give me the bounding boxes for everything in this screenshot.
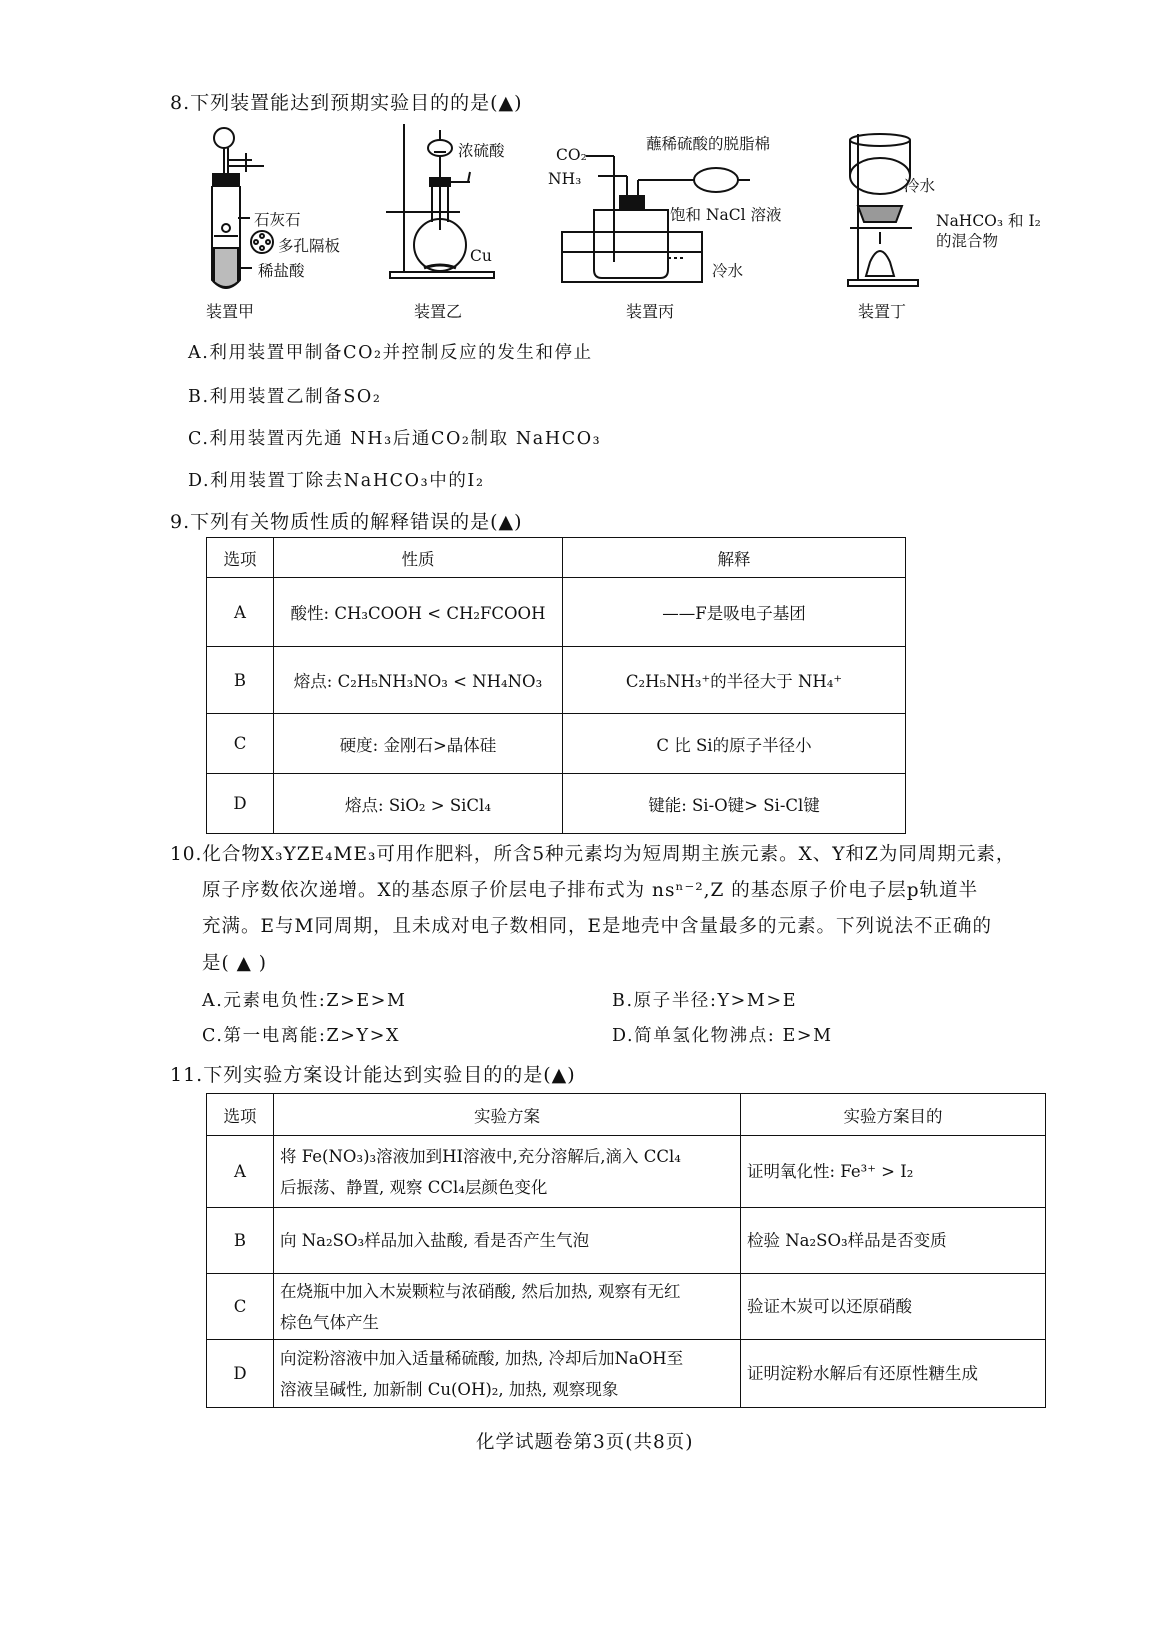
caption-ding: 装置丁: [858, 302, 907, 321]
q8-option-a: A.利用装置甲制备CO₂并控制反应的发生和停止: [188, 343, 593, 363]
q10-option-b: B.原子半径:Y>M>E: [612, 991, 798, 1011]
table-header-row: [207, 1094, 1046, 1136]
table-row: [207, 1274, 1046, 1340]
row-goal: 验证木炭可以还原硝酸: [741, 1274, 1046, 1340]
row-plan: [274, 1340, 741, 1408]
q10-option-d: D.简单氢化物沸点: E>M: [612, 1026, 833, 1046]
row-goal: 证明氧化性: Fe³⁺ > I₂: [741, 1136, 1046, 1208]
label-cotton: 蘸稀硫酸的脱脂棉: [646, 135, 771, 153]
table-row: [207, 647, 906, 714]
q10-option-c: C.第一电离能:Z>Y>X: [202, 1026, 401, 1046]
plan-line: 向淀粉溶液中加入适量稀硫酸, 加热, 冷却后加NaOH至: [280, 1348, 684, 1368]
row-explanation: ——F是吸电子基团: [563, 578, 906, 647]
q9-table: [206, 537, 906, 834]
label-cold-water-ding: 冷水: [904, 177, 936, 195]
plan-line: 后振荡、静置, 观察 CCl₄层颜色变化: [280, 1177, 548, 1197]
row-goal: 证明淀粉水解后有还原性糖生成: [741, 1340, 1046, 1408]
row-key: A: [207, 1136, 274, 1208]
q8-option-d: D.利用装置丁除去NaHCO₃中的I₂: [188, 471, 485, 491]
table-row: [207, 1136, 1046, 1208]
col-header: 选项: [207, 1094, 274, 1136]
plan-line: 向 Na₂SO₃样品加入盐酸, 看是否产生气泡: [280, 1231, 590, 1250]
row-key: A: [207, 578, 274, 647]
caption-bing: 装置丙: [626, 302, 675, 321]
q8-option-b: B.利用装置乙制备SO₂: [188, 387, 382, 407]
table-row: [207, 774, 906, 834]
plan-line: 将 Fe(NO₃)₃溶液加到HI溶液中,充分溶解后,滴入 CCl₄: [280, 1146, 681, 1166]
label-porous-plate: 多孔隔板: [278, 237, 341, 255]
col-header: 选项: [207, 538, 274, 578]
row-key: B: [207, 647, 274, 714]
q10-line-2: 原子序数依次递增。X的基态原子价层电子排布式为 nsⁿ⁻²,Z 的基态原子价电子层p轨道半: [202, 880, 979, 901]
plan-line: 在烧瓶中加入木炭颗粒与浓硝酸, 然后加热, 观察有无红: [280, 1281, 681, 1301]
col-header: 实验方案目的: [741, 1094, 1046, 1136]
row-key: B: [207, 1208, 274, 1274]
table-row: [207, 578, 906, 647]
col-header: 实验方案: [274, 1094, 741, 1136]
q10-line-1: 10.化合物X₃YZE₄ME₃可用作肥料，所含5种元素均为短周期主族元素。X、Y和Z为同周期元素，: [170, 844, 1016, 865]
q9-stem: 9.下列有关物质性质的解释错误的是(▲): [170, 511, 523, 533]
q11-table: [206, 1093, 1046, 1408]
apparatus-ding: [848, 134, 918, 286]
row-plan: [274, 1136, 741, 1208]
row-key: C: [207, 1274, 274, 1340]
label-mixture-1: NaHCO₃ 和 I₂: [936, 212, 1041, 230]
row-key: D: [207, 774, 274, 834]
row-property: 硬度: 金刚石>晶体硅: [274, 714, 563, 774]
q10-option-a: A.元素电负性:Z>E>M: [202, 991, 407, 1011]
row-key: D: [207, 1340, 274, 1408]
plan-line: 棕色气体产生: [280, 1312, 379, 1332]
label-co2: CO₂: [556, 146, 587, 164]
q11-stem: 11.下列实验方案设计能达到实验目的的是(▲): [170, 1064, 576, 1086]
page-footer: 化学试题卷第3页(共8页): [476, 1432, 694, 1453]
row-property: 熔点: C₂H₅NH₃NO₃ < NH₄NO₃: [274, 647, 563, 714]
row-property: 酸性: CH₃COOH < CH₂FCOOH: [274, 578, 563, 647]
row-plan: [274, 1208, 741, 1274]
col-header: 性质: [274, 538, 563, 578]
row-key: C: [207, 714, 274, 774]
label-conc-h2so4: 浓硫酸: [458, 142, 505, 160]
label-dilute-hcl: 稀盐酸: [258, 262, 305, 280]
table-row: [207, 1340, 1046, 1408]
q8-stem: 8.下列装置能达到预期实验目的的是(▲): [170, 92, 523, 114]
col-header: 解释: [563, 538, 906, 578]
table-row: [207, 1208, 1046, 1274]
caption-yi: 装置乙: [414, 302, 463, 321]
table-header-row: [207, 538, 906, 578]
row-goal: 检验 Na₂SO₃样品是否变质: [741, 1208, 1046, 1274]
q8-option-c: C.利用装置丙先通 NH₃后通CO₂制取 NaHCO₃: [188, 429, 602, 449]
row-explanation: C₂H₅NH₃⁺的半径大于 NH₄⁺: [563, 647, 906, 714]
row-explanation: 键能: Si-O键> Si-Cl键: [563, 774, 906, 834]
label-cu: Cu: [470, 247, 492, 265]
row-property: 熔点: SiO₂ > SiCl₄: [274, 774, 563, 834]
label-limestone: 石灰石: [254, 211, 301, 229]
row-explanation: C 比 Si的原子半径小: [563, 714, 906, 774]
table-row: [207, 714, 906, 774]
label-sat-nacl: 饱和 NaCl 溶液: [670, 206, 782, 224]
plan-line: 溶液呈碱性, 加新制 Cu(OH)₂, 加热, 观察现象: [280, 1379, 619, 1399]
label-nh3: NH₃: [548, 170, 582, 188]
caption-jia: 装置甲: [206, 302, 255, 321]
q8-apparatus-figure: [0, 0, 1156, 330]
q10-line-4: 是( ▲ ): [202, 953, 267, 974]
label-cold-water-bing: 冷水: [712, 262, 744, 280]
row-plan: [274, 1274, 741, 1340]
q10-line-3: 充满。E与M同周期，且未成对电子数相同，E是地壳中含量最多的元素。下列说法不正确的: [202, 916, 992, 937]
label-mixture-2: 的混合物: [936, 232, 999, 250]
